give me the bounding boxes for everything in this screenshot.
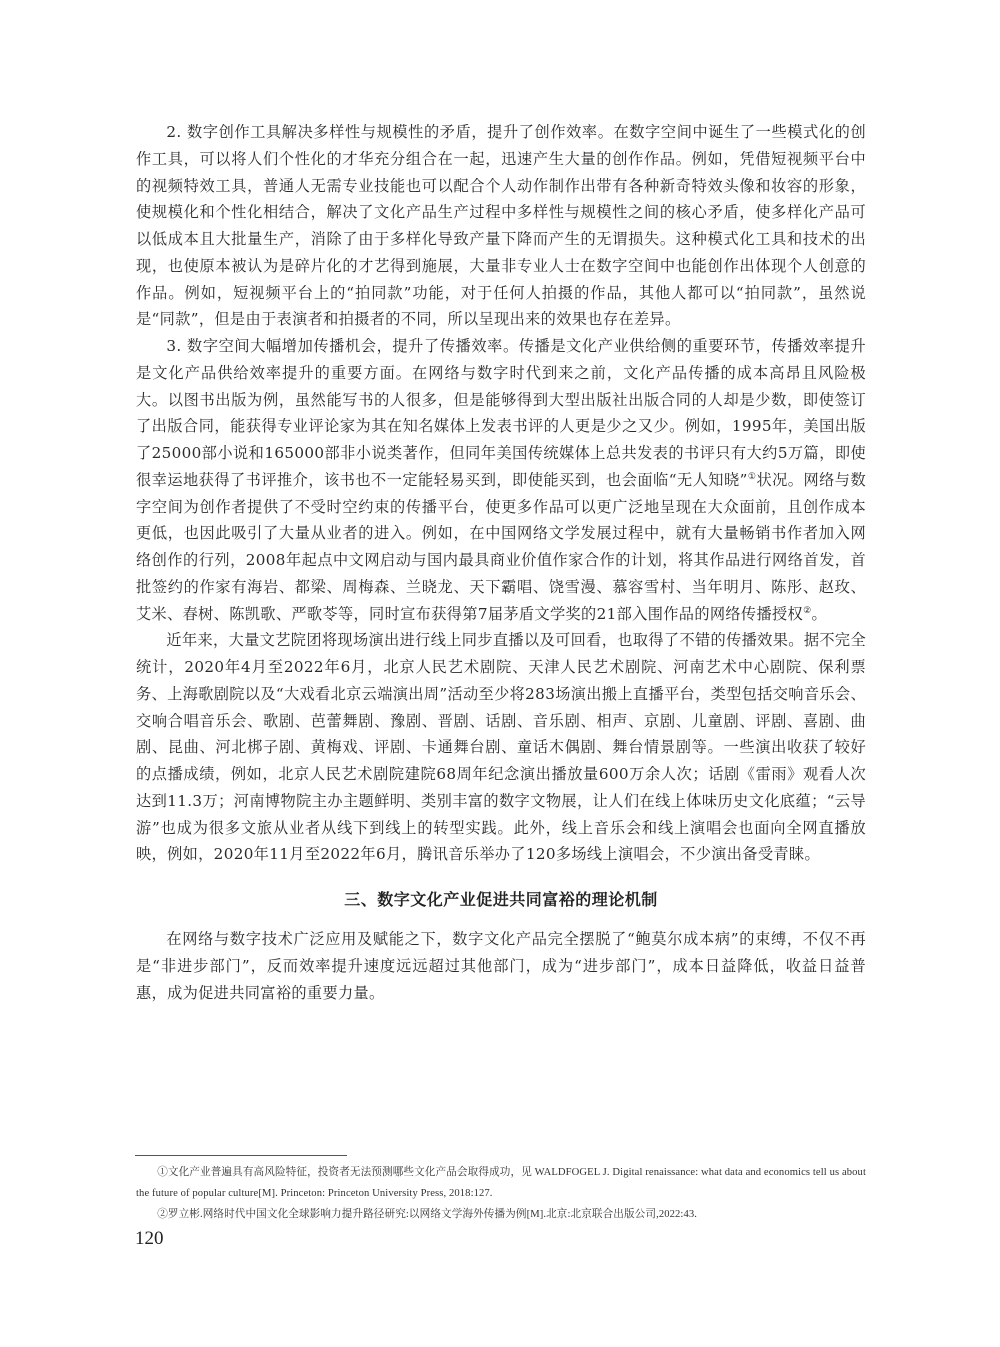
footnotes: [136, 1162, 866, 1225]
paragraph-creation-tools: 2. 数字创作工具解决多样性与规模性的矛盾，提升了创作效率。在数字空间中诞生了一些模式化的创作工具，可以将人们个性化的才华充分组合在一起，迅速产生大量的创作作品。例如，凭借短视频平台中的视频特效工具，普通人无需专业技能也可以配合个人动作制作出带有各种新奇特效头像和妆容的形象，使规模化和个性化相结合，解决了文化产品生产过程中多样性与规模性之间的核心矛盾，使多样化产品可以低成本且大批量生产，消除了由于多样化导致产量下降而产生的无谓损失。这种模式化工具和技术的出现，也使原本被认为是碎片化的才艺得到施展，大量非专业人士在数字空间中也能创作出体现个人创意的作品。例如，短视频平台上的“拍同款”功能，对于任何人拍摄的作品，其他人都可以“拍同款”，虽然说是“同款”，但是由于表演者和拍摄者的不同，所以呈现出来的效果也存在差异。: [136, 123, 866, 329]
section-heading: 三、数字文化产业促进共同富裕的理论机制: [344, 890, 658, 909]
paragraph-live-streaming: 近年来，大量文艺院团将现场演出进行线上同步直播以及可回看，也取得了不错的传播效果。据不完全统计，2020年4月至2022年6月，北京人民艺术剧院、天津人民艺术剧院、河南艺术中心剧院、保利票务、上海歌剧院以及“大戏看北京云端演出周”活动至少将283场演出搬上直播平台，类型包括交响音乐会、交响合唱音乐会、歌剧、芭蕾舞剧、豫剧、晋剧、话剧、音乐剧、相声、京剧、儿童剧、评剧、喜剧、曲剧、昆曲、河北梆子剧、黄梅戏、评剧、卡通舞台剧、童话木偶剧、舞台情景剧等。一些演出收获了较好的点播成绩，例如，北京人民艺术剧院建院68周年纪念演出播放量600万余人次；话剧《雷雨》观看人次达到11.3万；河南博物院主办主题鲜明、类别丰富的数字文物展，让人们在线上体味历史文化底蕴；“云导游”也成为很多文旅从业者从线下到线上的转型实践。此外，线上音乐会和线上演唱会也面向全网直播放映，例如，2020年11月至2022年6月，腾讯音乐举办了120多场线上演唱会，不少演出备受青睐。: [136, 631, 866, 864]
footnote-2: ②罗立彬.网络时代中国文化全球影响力提升路径研究:以网络文学海外传播为例[M].北京:北京联合出版公司,2022:43.: [157, 1209, 697, 1220]
page-number: 120: [135, 1228, 164, 1249]
footnote-1: ①文化产业普遍具有高风险特征，投资者无法预测哪些文化产品会取得成功，见 WALDFOGEL J. Digital renaissance: what data and economics tell us about the future of popular culture[M]. Princeton: Princeton University Press, 2018:127.: [136, 1167, 866, 1199]
footnote-ref-1[interactable]: ①: [747, 471, 757, 482]
paragraph-section-intro: 在网络与数字技术广泛应用及赋能之下，数字文化产品完全摆脱了“鲍莫尔成本病”的束缚，不仅不再是“非进步部门”，反而效率提升速度远远超过其他部门，成为“进步部门”，成本日益降低，收益日益普惠，成为促进共同富裕的重要力量。: [136, 930, 866, 1002]
paragraph-dissemination-part-3: 。: [811, 604, 828, 623]
paragraph-dissemination: [136, 333, 866, 627]
footnote-divider: [135, 1155, 347, 1156]
footnote-ref-2[interactable]: ②: [803, 605, 812, 616]
main-text-column: [136, 119, 866, 1006]
paragraph-dissemination-part-1: 3. 数字空间大幅增加传播机会，提升了传播效率。传播是文化产业供给侧的重要环节，传播效率提升是文化产品供给效率提升的重要方面。在网络与数字时代到来之前，文化产品传播的成本高昂且风险极大。以图书出版为例，虽然能写书的人很多，但是能够得到大型出版社出版合同的人却是少数，即使签订了出版合同，能获得专业评论家为其在知名媒体上发表书评的人更是少之又少。例如，1995年，美国出版了25000部小说和165000部非小说类著作，但同年美国传统媒体上总共发表的书评只有大约5万篇，即使很幸运地获得了书评推介，该书也不一定能轻易买到，即使能买到，也会面临“无人知晓”: [136, 337, 866, 489]
paragraph-dissemination-part-2: 状况。网络与数字空间为创作者提供了不受时空约束的传播平台，使更多作品可以更广泛地呈现在大众面前，且创作成本更低，也因此吸引了大量从业者的进入。例如，在中国网络文学发展过程中，就有大量畅销书作者加入网络创作的行列，2008年起点中文网启动与国内最具商业价值作家合作的计划，将其作品进行网络首发，首批签约的作家有海岩、都梁、周梅森、兰晓龙、天下霸唱、饶雪漫、慕容雪村、当年明月、陈彤、赵玫、艾米、春树、陈凯歌、严歌苓等，同时宣布获得第7届茅盾文学奖的21部入围作品的网络传播授权: [136, 470, 867, 623]
